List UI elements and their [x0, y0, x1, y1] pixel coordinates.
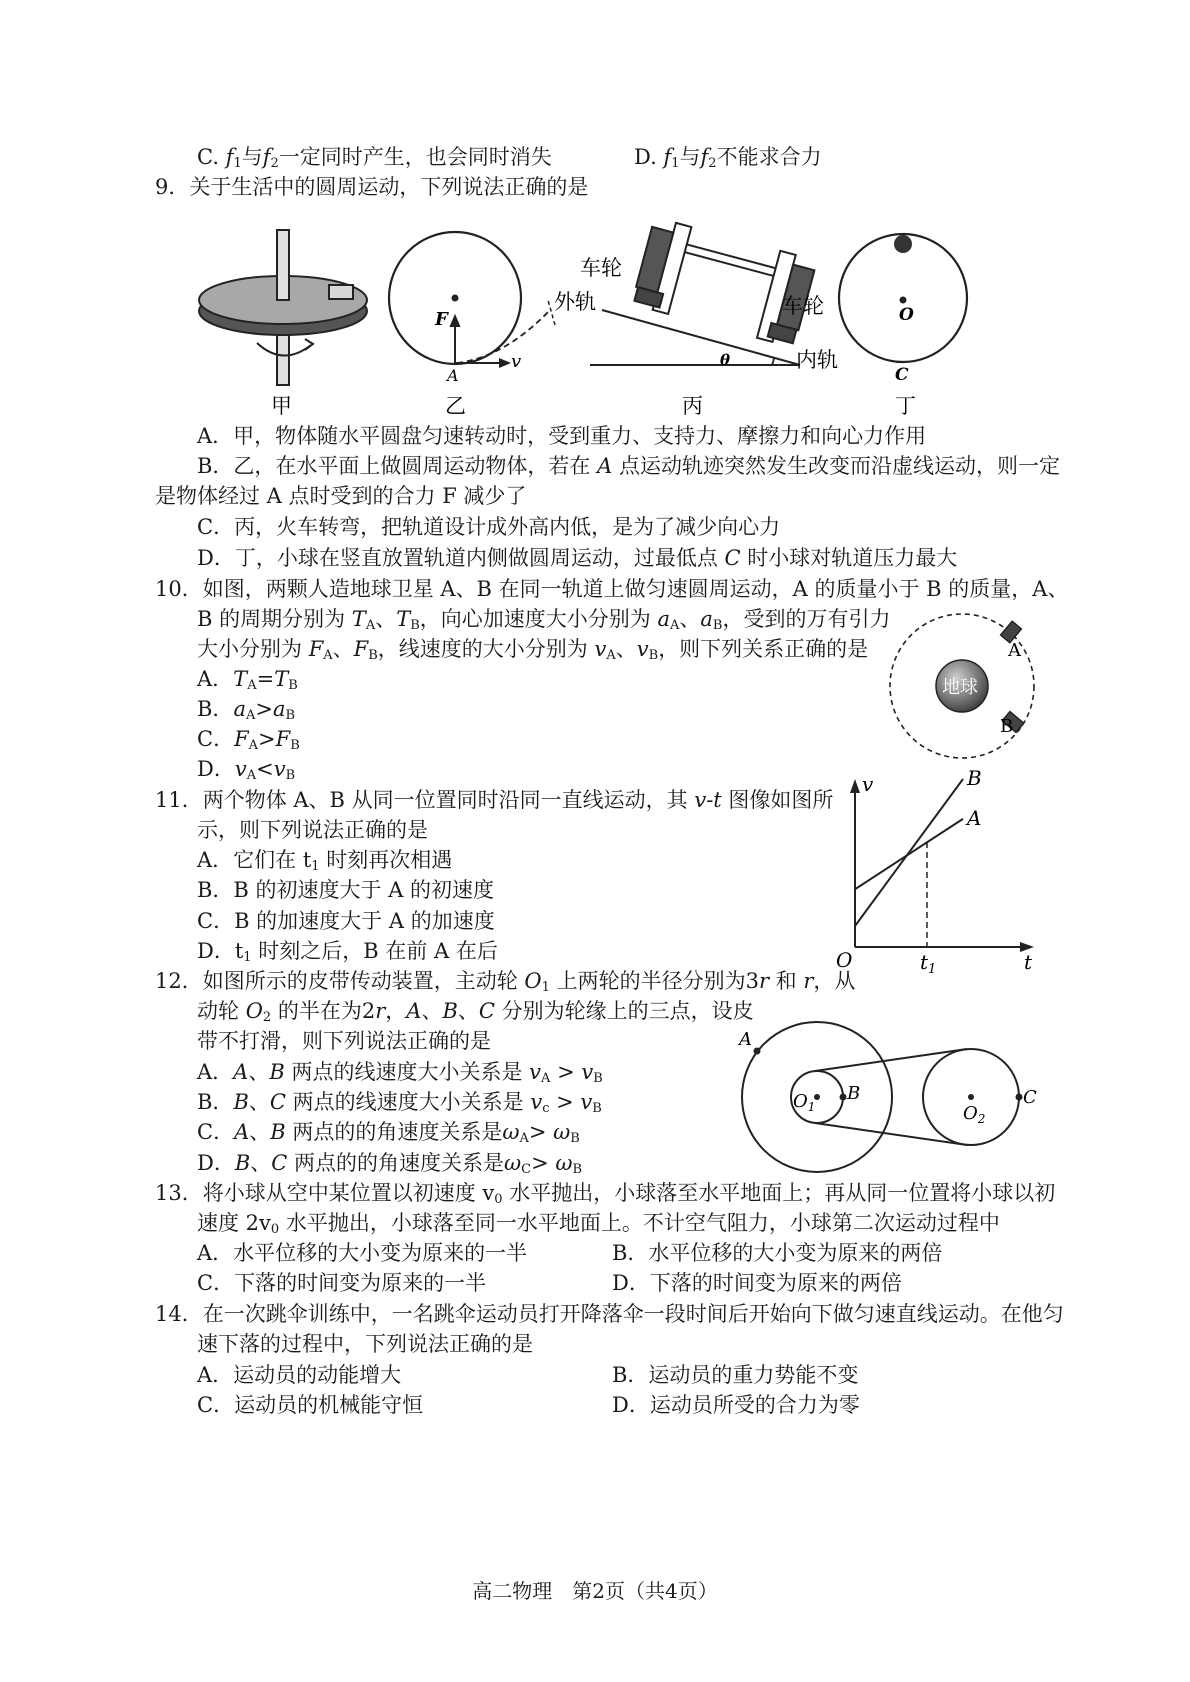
figure-satellites	[888, 612, 1048, 762]
q10-option-d: D．$v_A<v_B$	[197, 757, 296, 783]
earth-label: 地球	[942, 677, 978, 698]
label-O2: $O_2$	[963, 1103, 986, 1126]
figure-belt	[735, 1015, 1055, 1185]
q13-option-b: B．水平位移的大小变为原来的两倍	[612, 1241, 943, 1265]
origin-label: O	[836, 948, 853, 972]
q11-stem-2: 示，则下列说法正确的是	[197, 818, 428, 842]
q9-stem: 9．关于生活中的圆周运动，下列说法正确的是	[155, 175, 589, 199]
q10-option-b: B．$a_A>a_B$	[197, 697, 296, 723]
series-B-line	[855, 779, 963, 926]
q14-option-a: A．运动员的动能增大	[197, 1363, 402, 1387]
q12-stem-2: 动轮 $O_2$ 的半在为2r，A、B、C 分别为轮缘上的三点，设皮	[197, 999, 754, 1025]
q11-option-c: C．B 的加速度大于 A 的加速度	[197, 909, 495, 933]
q12-option-d: D．B、C 两点的的角速度关系是$\omega_C> \omega_B$	[197, 1151, 583, 1177]
axis-label-v: v	[862, 772, 874, 796]
label-v: v	[511, 351, 522, 372]
q13-stem-2: 速度 $2v_0$ 水平抛出，小球落至同一水平地面上。不计空气阻力，小球第二次运动过程中	[197, 1211, 1000, 1237]
q11-option-d: D．$t_1$ 时刻之后，B 在前 A 在后	[197, 939, 498, 965]
q9-option-c: C．丙，火车转弯，把轨道设计成外高内低，是为了减少向心力	[197, 515, 781, 539]
q8-option-c: C. $f_1$与$f_2$一定同时产生，也会同时消失	[197, 145, 552, 171]
q10-option-a: A．$T_A=T_B$	[197, 667, 298, 693]
caption-ding: 丁	[895, 394, 916, 418]
axis-rod-bottom	[277, 335, 289, 385]
q9-option-d: D．丁，小球在竖直放置轨道内侧做圆周运动，过最低点 C 时小球对轨道压力最大	[197, 546, 958, 570]
point-B	[840, 1094, 847, 1101]
vt-graph	[830, 766, 1040, 977]
q14-option-d: D．运动员所受的合力为零	[612, 1393, 860, 1417]
center-O2	[968, 1094, 974, 1100]
q13-option-c: C．下落的时间变为原来的一半	[197, 1271, 487, 1295]
q12-option-c: C．A、B 两点的的角速度关系是$\omega_A> \omega_B$	[197, 1120, 580, 1146]
series-B-label: B	[967, 766, 982, 790]
q11-stem-1: 11．两个物体 A、B 从同一位置同时沿同一直线运动，其 v-t 图像如图所	[155, 788, 834, 812]
q12-stem-1: 12．如图所示的皮带传动装置，主动轮 $O_1$ 上两轮的半径分别为3r 和 r，从	[155, 969, 856, 995]
axle	[672, 241, 790, 280]
satellite-B-label: B	[1000, 716, 1014, 737]
q13-stem-1: 13．将小球从空中某位置以初速度 $v_0$ 水平抛出，小球落至水平地面上；再从同一位置将小球以初	[155, 1181, 1056, 1207]
satellite-A-label: A	[1008, 640, 1021, 661]
block	[329, 285, 353, 299]
label-O: O	[899, 305, 914, 325]
q10-stem-1: 10．如图，两颗人造地球卫星 A、B 在同一轨道上做匀速圆周运动，A 的质量小于 B 的质量，A、	[155, 577, 1069, 601]
belt-top	[815, 1049, 967, 1071]
axis-rod-mid	[277, 230, 289, 300]
label-outer-rail: 外轨	[554, 290, 596, 314]
q14-option-b: B．运动员的重力势能不变	[612, 1363, 859, 1387]
dashed-path	[457, 310, 550, 363]
q11-option-a: A．它们在 $t_1$ 时刻再次相遇	[197, 848, 453, 874]
series-A-label: A	[967, 805, 982, 830]
q9-option-b-cont: 是物体经过 A 点时受到的合力 F 减少了	[155, 484, 527, 508]
q13-option-d: D．下落的时间变为原来的两倍	[612, 1271, 902, 1295]
label-B: B	[847, 1083, 861, 1104]
q11-option-b: B．B 的初速度大于 A 的初速度	[197, 878, 495, 902]
figure-bing	[554, 205, 850, 425]
point-A	[754, 1048, 761, 1055]
q9-option-a: A．甲，物体随水平圆盘匀速转动时，受到重力、支持力、摩擦力和向心力作用	[197, 424, 927, 448]
angle-arc	[772, 358, 774, 365]
center-dot	[452, 295, 459, 302]
q13-option-a: A．水平位移的大小变为原来的一半	[197, 1241, 528, 1265]
page-footer: 高二物理 第2页（共4页）	[472, 1579, 718, 1603]
q9-option-b: B．乙，在水平面上做圆周运动物体，若在 A 点运动轨迹突然发生改变而沿虚线运动，则一定	[197, 454, 1060, 478]
q10-stem-2: B 的周期分别为 $T_A$、$T_B$，向心加速度大小分别为 $a_A$、$a_B$，受到的万有引力	[197, 607, 891, 633]
q14-option-c: C．运动员的机械能守恒	[197, 1393, 424, 1417]
q8-option-d: D. $f_1$与$f_2$不能求合力	[634, 145, 822, 171]
label-inner-rail: 内轨	[796, 348, 838, 372]
caption-bing: 丙	[682, 394, 703, 418]
label-C: C	[1023, 1087, 1037, 1108]
ball	[894, 235, 912, 253]
q12-stem-3: 带不打滑，则下列说法正确的是	[197, 1029, 491, 1053]
q10-option-c: C．$F_A>F_B$	[197, 727, 300, 753]
label-wheel-right: 车轮	[782, 294, 824, 318]
label-C: C	[895, 365, 909, 385]
q12-option-b: B．B、C 两点的线速度大小关系是 $v_c > v_B$	[197, 1090, 602, 1116]
tick-label-t1: $t_1$	[920, 950, 937, 977]
label-A: A	[739, 1029, 752, 1050]
figure-yi	[385, 215, 555, 425]
caption-jia: 甲	[271, 394, 292, 418]
q14-stem-1: 14．在一次跳伞训练中，一名跳伞运动员打开降落伞一段时间后开始向下做匀速直线运动。在他匀	[155, 1302, 1064, 1326]
belt-bottom	[815, 1123, 967, 1145]
center-dot	[900, 297, 907, 304]
q12-option-a: A．A、B 两点的线速度大小关系是 $v_A > v_B$	[197, 1060, 603, 1086]
figure-jia	[195, 205, 385, 425]
label-A: A	[447, 366, 459, 385]
caption-yi: 乙	[445, 394, 466, 418]
figure-ding	[835, 210, 985, 425]
label-wheel-top: 车轮	[580, 256, 622, 280]
point-C	[1016, 1094, 1023, 1101]
label-O1: $O_1$	[793, 1091, 816, 1114]
axis-label-t: t	[1024, 950, 1033, 974]
label-theta: θ	[720, 351, 731, 369]
q10-stem-3: 大小分别为 $F_A$、$F_B$，线速度的大小分别为 $v_A$、$v_B$，则下列关系正确的是	[197, 637, 869, 663]
q14-stem-2: 速下落的过程中，下列说法正确的是	[197, 1332, 533, 1356]
label-F: F	[435, 309, 448, 330]
